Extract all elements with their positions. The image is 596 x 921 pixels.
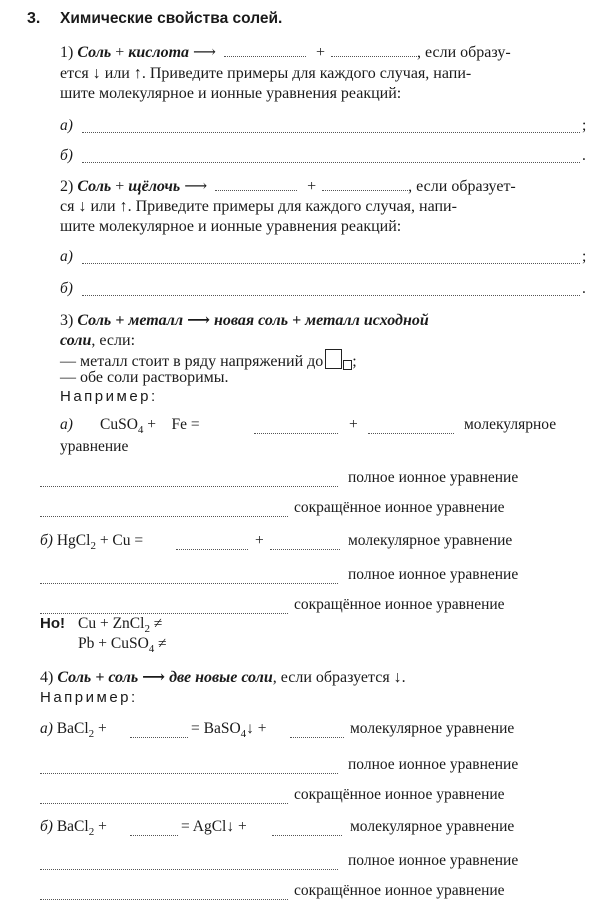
s3-a-blank-1[interactable] xyxy=(254,432,338,434)
s1-b-answer-line[interactable] xyxy=(82,161,580,163)
s3-b-equation: б) HgCl$_2$ + Cu = xyxy=(40,532,144,553)
s4-a-blank-1[interactable] xyxy=(130,736,188,738)
s4-b-short-label: сокращённое ионное уравнение xyxy=(294,882,505,899)
page-title: Химические свойства солей. xyxy=(60,10,283,27)
s1-a-answer-line[interactable] xyxy=(82,131,580,133)
s1-a-label: а) xyxy=(60,117,73,134)
s4-a-full-label: полное ионное уравнение xyxy=(348,756,519,773)
s3-b-plus: + xyxy=(255,532,264,549)
s1-blank-1[interactable] xyxy=(224,55,306,57)
s3-a-mol-label: молекулярное xyxy=(464,416,557,433)
s3-a-label: а) xyxy=(60,416,73,433)
s3-a-equation: CuSO$_4$ + Fe = xyxy=(100,416,200,437)
s3-b-mol-label: молекулярное уравнение xyxy=(348,532,513,549)
s4-b-full-line[interactable] xyxy=(40,868,338,870)
s2-blank-2[interactable] xyxy=(322,189,408,191)
s2-b-dot: . xyxy=(582,280,586,297)
s4-a-full-line[interactable] xyxy=(40,772,338,774)
s4-b-equation: б) BaCl$_2$ + xyxy=(40,818,107,839)
s3-note-line-1: Cu + ZnCl$_2$ ≠ xyxy=(78,615,163,636)
s4-b-short-line[interactable] xyxy=(40,898,288,900)
task-number: 3. xyxy=(27,10,41,27)
s4-a-product: = BaSO$_4$↓ + xyxy=(191,720,267,741)
s4-a-mol-label: молекулярное уравнение xyxy=(350,720,515,737)
s2-b-label: б) xyxy=(60,280,73,297)
s3-line1: 3) Соль + металл ⟶ новая соль + металл исходной xyxy=(60,312,429,329)
s4-b-blank-2[interactable] xyxy=(272,834,342,836)
s4-example-heading: Например: xyxy=(40,689,138,706)
s1-line2: ется ↓ или ↑. Приведите примеры для каждого случая, напи- xyxy=(60,65,472,82)
s3-cond-1: — металл стоит в ряду напряжений до ; xyxy=(60,349,357,371)
s4-a-blank-2[interactable] xyxy=(290,736,344,738)
s4-b-product: = AgCl↓ + xyxy=(181,818,247,835)
s3-line2: соли, если: xyxy=(60,332,136,349)
s4-b-full-label: полное ионное уравнение xyxy=(348,852,519,869)
s1-b-dot: . xyxy=(582,147,586,164)
s3-b-full-label: полное ионное уравнение xyxy=(348,566,519,583)
s3-a-blank-2[interactable] xyxy=(368,432,454,434)
s2-blank-1[interactable] xyxy=(215,189,297,191)
s3-a-mol-label-2: уравнение xyxy=(60,438,129,455)
s3-note-line-2: Pb + CuSO$_4$ ≠ xyxy=(78,635,167,656)
s3-note-label: Но! xyxy=(40,615,65,632)
s1-line3: шите молекулярное и ионные уравнения реакций: xyxy=(60,85,402,102)
s2-line1: 2) Соль + щёлочь ⟶ + , если образует- xyxy=(60,178,516,195)
metal-box[interactable] xyxy=(325,349,342,369)
s3-b-full-line[interactable] xyxy=(40,582,338,584)
s1-blank-2[interactable] xyxy=(331,55,417,57)
s3-a-full-line[interactable] xyxy=(40,485,338,487)
s3-a-short-line[interactable] xyxy=(40,515,288,517)
s3-b-blank-2[interactable] xyxy=(270,548,340,550)
s4-b-blank-1[interactable] xyxy=(130,834,178,836)
s3-cond-2: — обе соли растворимы. xyxy=(60,369,229,386)
s1-line1: 1) Соль + кислота ⟶ + , если образу- xyxy=(60,44,511,61)
s1-b-label: б) xyxy=(60,147,73,164)
s2-a-label: а) xyxy=(60,248,73,265)
s3-b-short-label: сокращённое ионное уравнение xyxy=(294,596,505,613)
s2-line3: шите молекулярное и ионные уравнения реакций: xyxy=(60,218,402,235)
s4-a-short-label: сокращённое ионное уравнение xyxy=(294,786,505,803)
s1-a-semicolon: ; xyxy=(582,117,587,134)
s4-a-equation: а) BaCl$_2$ + xyxy=(40,720,107,741)
s2-a-semicolon: ; xyxy=(582,248,587,265)
s4-b-mol-label: молекулярное уравнение xyxy=(350,818,515,835)
s3-example-heading: Например: xyxy=(60,388,158,405)
s2-b-answer-line[interactable] xyxy=(82,294,580,296)
s3-a-full-label: полное ионное уравнение xyxy=(348,469,519,486)
s4-a-short-line[interactable] xyxy=(40,802,288,804)
s2-a-answer-line[interactable] xyxy=(82,262,580,264)
s3-b-blank-1[interactable] xyxy=(176,548,248,550)
metal-index-box[interactable] xyxy=(343,360,352,370)
s3-a-plus: + xyxy=(349,416,358,433)
s3-b-short-line[interactable] xyxy=(40,612,288,614)
s4-line1: 4) Соль + соль ⟶ две новые соли, если образуется ↓. xyxy=(40,669,406,686)
s3-a-short-label: сокращённое ионное уравнение xyxy=(294,499,505,516)
s2-line2: ся ↓ или ↑. Приведите примеры для каждого случая, напи- xyxy=(60,198,457,215)
